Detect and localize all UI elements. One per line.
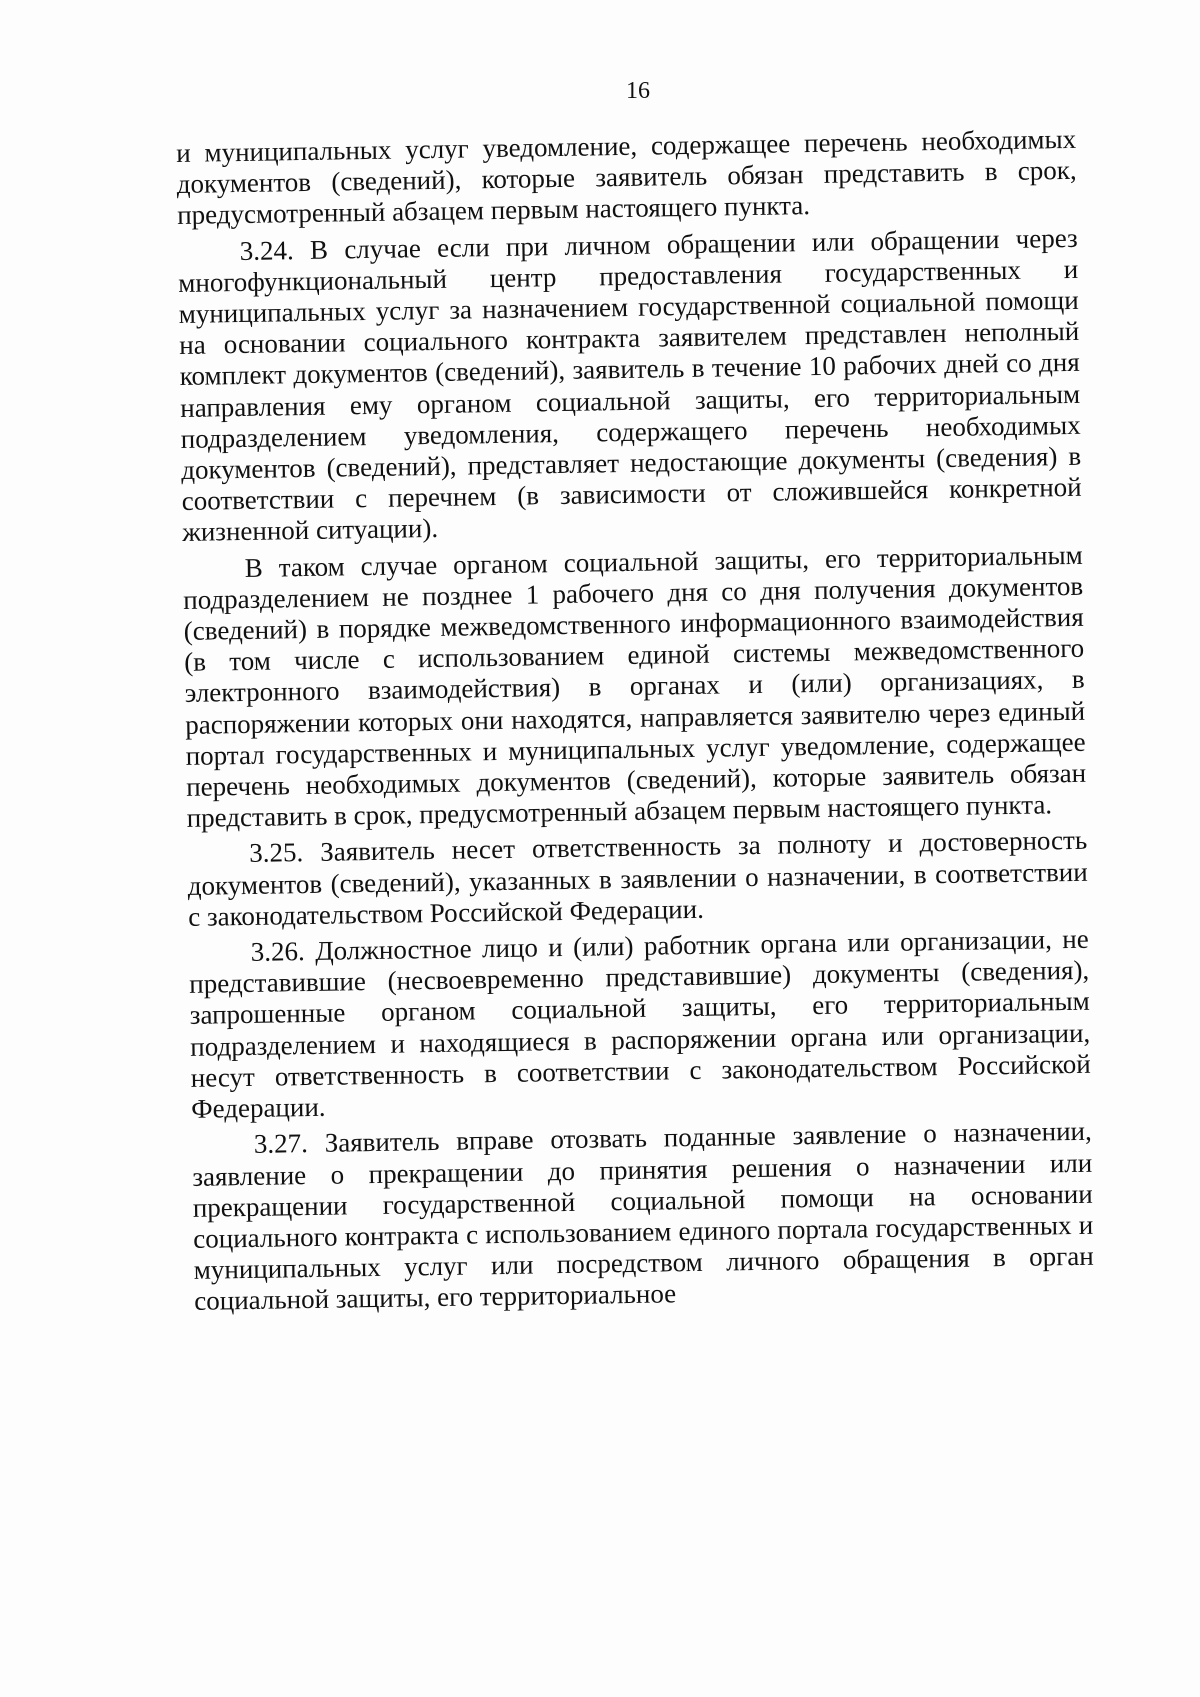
paragraph-3-26: 3.26. Должностное лицо и (или) работник органа или организации, не представившие (несвоевременно представившие) документы (сведения), запрошенные органом социальной защиты, его территориальным подразделением и находящиеся в распоряжении органа или организации, несут ответственность в соответствии с законодательством Российской Федерации. [189,923,1091,1124]
paragraph-3-24: 3.24. В случае если при личном обращении или обращении через многофункциональный центр предоставления государственных и муниципальных услуг за назначением государственной социальной помощи на основании социального контракта заявителем представлен неполный комплект документов (сведений), заявитель в течение 10 рабочих дней со дня направления ему органом социальной защиты, его территориальным подразделением уведомления, содержащего перечень необходимых документов (сведений), представляет недостающие документы (сведения) в соответствии с перечнем (в зависимости от сложившейся конкретной жизненной ситуации). [178,222,1082,548]
paragraph-3-25: 3.25. Заявитель несет ответственность за полноту и достоверность документов (сведений), указанных в заявлении о назначении, в соответствии с законодательством Российской Федерации. [187,825,1088,932]
page-number: 16 [626,78,650,104]
paragraph-continuation: и муниципальных услуг уведомление, содержащее перечень необходимых документов (сведений), которые заявитель обязан представить в срок, предусмотренный абзацем первым настоящего пункта. [176,123,1077,231]
paragraph-3-27: 3.27. Заявитель вправе отозвать поданные заявление о назначении, заявление о прекращении до принятия решения о назначении или прекращении государственной социальной помощи на основании социального контракта с использованием единого портала государственных и муниципальных услуг или посредством личного обращения в орган социальной защиты, его территориальное [192,1116,1094,1317]
paragraph-3-24-second: В таком случае органом социальной защиты, его территориальным подразделением не позднее 1 рабочего дня со дня получения документов (сведений) в порядке межведомственного информационного взаимодействия (в том числе с использованием единой системы межведомственного электронного взаимодействия) в органах и (или) организациях, в распоряжении которых они находятся, направляется заявителю через единый портал государственных и муниципальных услуг уведомление, содержащее перечень необходимых документов (сведений), которые заявитель обязан представить в срок, предусмотренный абзацем первым настоящего пункта. [183,539,1087,834]
document-body [176,124,1094,1323]
